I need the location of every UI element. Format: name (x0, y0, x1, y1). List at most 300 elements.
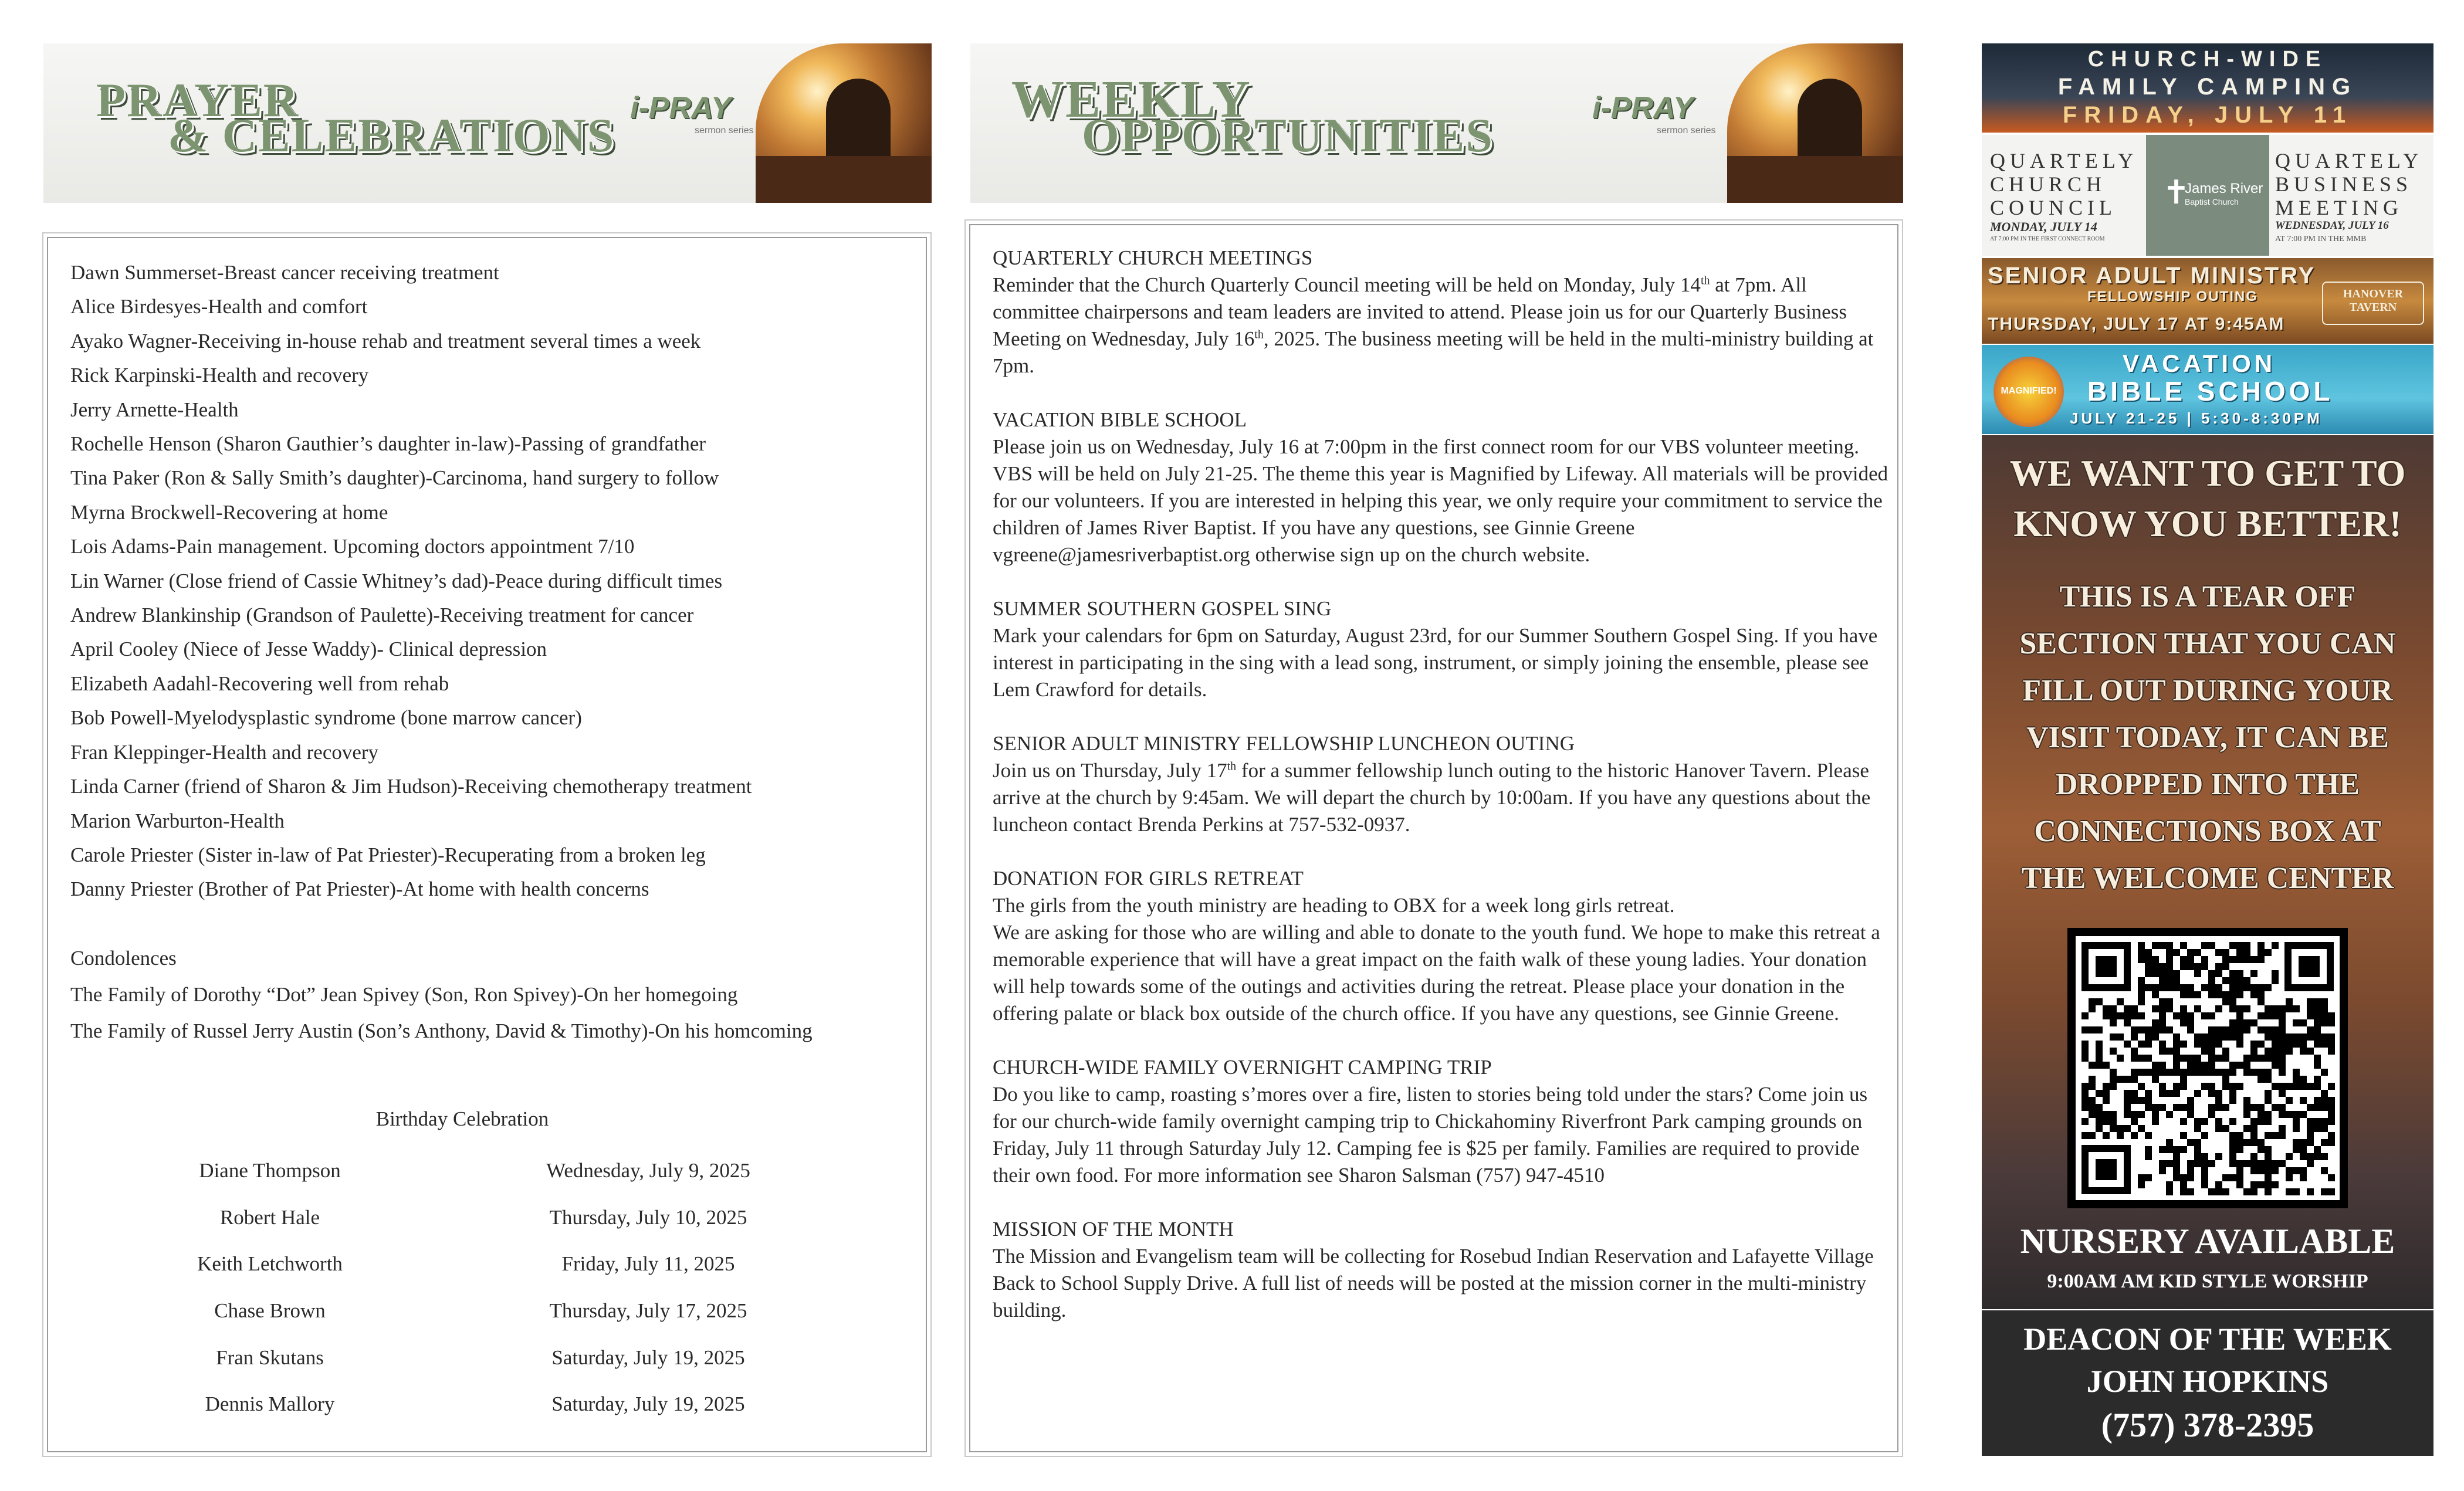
qr-module (2293, 1033, 2300, 1041)
qr-module (2208, 1012, 2215, 1019)
qr-module (2103, 1062, 2110, 1069)
qr-module (2131, 1012, 2138, 1019)
qr-module (2257, 1111, 2265, 1118)
qr-module (2265, 1132, 2272, 1139)
qr-module (2300, 1111, 2307, 1118)
qr-module (2159, 942, 2166, 949)
qr-module (2187, 1167, 2194, 1174)
qr-module (2229, 1174, 2236, 1181)
qr-module (2152, 970, 2159, 977)
tear-body-line: THE WELCOME CENTER (2021, 862, 2394, 895)
qr-module (2194, 1153, 2201, 1160)
qr-module (2236, 1181, 2243, 1188)
ipray-logo: i-PRAY (630, 91, 732, 125)
qr-module (2187, 1111, 2194, 1118)
qr-module (2328, 1033, 2335, 1041)
qr-module (2215, 963, 2222, 970)
qr-module (2166, 942, 2173, 949)
qr-module (2103, 1083, 2110, 1090)
qr-module (2328, 1041, 2335, 1048)
prayer-item: Rochelle Henson (Sharon Gauthier’s daughter in-law)-Passing of grandfather (70, 432, 706, 456)
quarterly-council-title: QUARTELY CHURCH COUNCIL (1990, 149, 2137, 219)
qr-module (2222, 956, 2229, 963)
qr-module (2194, 1062, 2201, 1069)
qr-module (2187, 1026, 2194, 1033)
qr-module (2201, 1167, 2208, 1174)
qr-module (2166, 1111, 2173, 1118)
superscript: th (1700, 274, 1710, 287)
qr-module (2314, 1083, 2321, 1090)
qr-module (2145, 949, 2152, 956)
qr-module (2152, 991, 2159, 998)
qr-module (2208, 1033, 2215, 1041)
qr-module (2187, 1012, 2194, 1019)
qr-module (2081, 1012, 2089, 1019)
qr-module (2173, 949, 2180, 956)
qr-module (2300, 1019, 2307, 1026)
qr-module (2229, 970, 2236, 977)
qr-module (2222, 1055, 2229, 1062)
qr-module (2180, 1019, 2187, 1026)
qr-module (2314, 1076, 2321, 1083)
qr-module (2138, 1041, 2145, 1048)
qr-module (2222, 998, 2229, 1005)
qr-module (2124, 1076, 2131, 1083)
qr-module (2229, 1146, 2236, 1153)
prayer-item: Lois Adams-Pain management. Upcoming doctors appointment 7/10 (70, 535, 635, 558)
qr-module (2138, 984, 2145, 991)
qr-module (2257, 949, 2265, 956)
qr-module (2138, 1012, 2145, 1019)
qr-module (2279, 1019, 2286, 1026)
qr-module (2081, 1048, 2089, 1055)
qr-module (2166, 1160, 2173, 1167)
qr-module (2145, 1055, 2152, 1062)
qr-module (2096, 1090, 2103, 1097)
qr-module (2138, 1097, 2145, 1104)
qr-module (2265, 1026, 2272, 1033)
qr-module (2131, 1026, 2138, 1033)
qr-module (2222, 1033, 2229, 1041)
qr-module (2110, 1048, 2117, 1055)
qr-module (2145, 984, 2152, 991)
qr-module (2257, 1041, 2265, 1048)
section-body: The Mission and Evangelism team will be collecting for Rosebud Indian Reservation and Lafayette Village Back to School Supply Drive. A full list of needs will be posted at the mission corner in the multi-ministry building. (993, 1245, 1874, 1321)
prayer-item: Tina Paker (Ron & Sally Smith’s daughter)-Carcinoma, hand surgery to follow (70, 466, 719, 490)
qr-module (2250, 1104, 2257, 1111)
qr-module (2286, 998, 2293, 1005)
qr-module (2180, 1055, 2187, 1062)
prayer-item: Andrew Blankinship (Grandson of Paulette)-Receiving treatment for cancer (70, 604, 694, 627)
qr-module (2110, 1076, 2117, 1083)
qr-module (2159, 1041, 2166, 1048)
qr-module (2110, 1012, 2117, 1019)
qr-module (2272, 1062, 2279, 1069)
qr-module (2215, 1118, 2222, 1125)
qr-module (2265, 1069, 2272, 1076)
business-meeting-title: QUARTELY BUSINESS MEETING (2275, 149, 2422, 219)
prayer-item: Dawn Summerset-Breast cancer receiving treatment (70, 261, 499, 284)
qr-module (2131, 1048, 2138, 1055)
qr-module (2124, 1005, 2131, 1012)
qr-module (2208, 1069, 2215, 1076)
qr-module (2215, 1033, 2222, 1041)
section-vbs (993, 406, 1890, 568)
weekly-banner (970, 43, 1903, 203)
prayer-item: Linda Carner (friend of Sharon & Jim Hudson)-Receiving chemotherapy treatment (70, 775, 752, 798)
qr-module (2124, 1090, 2131, 1097)
qr-module (2215, 1104, 2222, 1111)
qr-module (2089, 1076, 2096, 1083)
qr-module (2145, 1174, 2152, 1181)
qr-module (2236, 949, 2243, 956)
qr-module (2089, 1005, 2096, 1012)
deacon-name: JOHN HOPKINS (2086, 1364, 2329, 1399)
qr-module (2328, 1048, 2335, 1055)
qr-module (2236, 970, 2243, 977)
qr-module (2152, 1019, 2159, 1026)
qr-module (2089, 1111, 2096, 1118)
qr-module (2286, 1153, 2293, 1160)
section-body: The girls from the youth ministry are heading to OBX for a week long girls retreat. (993, 894, 1675, 917)
superscript: th (1227, 760, 1237, 773)
qr-module (2145, 963, 2152, 970)
quarterly-council-location: AT 7:00 PM IN THE FIRST CONNECT ROOM (1990, 236, 2105, 242)
section-girls-retreat (993, 865, 1890, 1027)
qr-module (2159, 1062, 2166, 1069)
qr-module (2257, 1160, 2265, 1167)
qr-module (2250, 1019, 2257, 1026)
qr-module (2265, 1153, 2272, 1160)
qr-module (2110, 1083, 2117, 1090)
qr-module (2328, 1019, 2335, 1026)
qr-code[interactable] (2067, 928, 2348, 1208)
qr-module (2300, 1048, 2307, 1055)
nursery-heading: NURSERY AVAILABLE (2020, 1222, 2395, 1260)
qr-module (2194, 1146, 2201, 1153)
qr-module (2138, 1174, 2145, 1181)
qr-module (2286, 1111, 2293, 1118)
qr-module (2307, 1139, 2314, 1146)
weekly-title-line2: OPPORTUNITIES (1082, 109, 1494, 162)
qr-module (2272, 1005, 2279, 1012)
qr-module (2279, 1062, 2286, 1069)
qr-module (2293, 1111, 2300, 1118)
qr-module (2103, 1097, 2110, 1104)
qr-module (2222, 1083, 2229, 1090)
qr-module (2321, 998, 2328, 1005)
qr-module (2222, 977, 2229, 984)
qr-module (2314, 998, 2321, 1005)
qr-module (2166, 1090, 2173, 1097)
qr-module (2166, 1048, 2173, 1055)
prayer-item: Rick Karpinski-Health and recovery (70, 364, 369, 387)
qr-module (2321, 1005, 2328, 1012)
qr-module (2166, 984, 2173, 991)
qr-module (2265, 1048, 2272, 1055)
qr-module (2229, 1160, 2236, 1167)
section-senior-outing (993, 730, 1890, 838)
qr-module (2314, 1055, 2321, 1062)
qr-module (2187, 1062, 2194, 1069)
qr-module (2293, 1146, 2300, 1153)
qr-module (2243, 949, 2250, 956)
qr-module (2173, 984, 2180, 991)
qr-module (2321, 1012, 2328, 1019)
qr-module (2236, 1132, 2243, 1139)
qr-module (2222, 1174, 2229, 1181)
qr-module (2272, 1160, 2279, 1167)
qr-module (2180, 1069, 2187, 1076)
qr-module (2201, 1041, 2208, 1048)
qr-module (2236, 1026, 2243, 1033)
qr-module (2187, 1160, 2194, 1167)
qr-module (2124, 1019, 2131, 1026)
qr-module (2229, 1139, 2236, 1146)
qr-module (2208, 977, 2215, 984)
qr-module (2328, 1111, 2335, 1118)
qr-module (2173, 1055, 2180, 1062)
qr-module (2250, 1055, 2257, 1062)
qr-module (2138, 1083, 2145, 1090)
qr-module (2250, 1069, 2257, 1076)
body-text: , 2025. The business meeting will be held in the multi-ministry building at 7pm. (993, 327, 1874, 377)
qr-module (2208, 1026, 2215, 1033)
rock-shape (1727, 156, 1903, 203)
qr-module (2314, 1104, 2321, 1111)
qr-module (2180, 1012, 2187, 1019)
qr-module (2314, 1153, 2321, 1160)
qr-module (2152, 1104, 2159, 1111)
qr-module (2208, 1090, 2215, 1097)
qr-module (2180, 984, 2187, 991)
qr-module (2279, 1048, 2286, 1055)
qr-module (2201, 1118, 2208, 1125)
qr-module (2145, 1069, 2152, 1076)
qr-module (2243, 1026, 2250, 1033)
qr-module (2321, 1153, 2328, 1160)
qr-module (2096, 1125, 2103, 1132)
qr-module (2201, 1069, 2208, 1076)
birthday-date: Thursday, July 10, 2025 (549, 1206, 747, 1229)
qr-module (2257, 984, 2265, 991)
qr-module (2152, 1118, 2159, 1125)
tear-heading-line1: WE WANT TO GET TO (2009, 452, 2406, 494)
qr-module (2286, 1167, 2293, 1174)
business-meeting-location: AT 7:00 PM IN THE MMB (2275, 235, 2367, 243)
qr-module (2293, 1069, 2300, 1076)
qr-module (2279, 1083, 2286, 1090)
qr-module (2201, 1083, 2208, 1090)
prayer-item: Jerry Arnette-Health (70, 398, 239, 421)
birthday-name: Chase Brown (214, 1299, 326, 1322)
quarterly-council-date: MONDAY, JULY 14 (1990, 219, 2097, 234)
qr-module (2096, 1055, 2103, 1062)
qr-module (2208, 984, 2215, 991)
prayer-item: Marion Warburton-Health (70, 809, 285, 832)
logo-name: James River (2185, 181, 2263, 196)
qr-module (2215, 1181, 2222, 1188)
qr-module (2257, 1139, 2265, 1146)
qr-module (2236, 1062, 2243, 1069)
qr-module (2250, 1153, 2257, 1160)
qr-module (2180, 1041, 2187, 1048)
vbs-line3: JULY 21-25 | 5:30-8:30PM (2070, 409, 2323, 427)
qr-module (2208, 1041, 2215, 1048)
qr-module (2293, 1019, 2300, 1026)
qr-module (2194, 949, 2201, 956)
qr-module (2131, 1132, 2138, 1139)
qr-module (2194, 1090, 2201, 1097)
qr-module (2243, 1069, 2250, 1076)
qr-module (2159, 970, 2166, 977)
qr-module (2208, 1062, 2215, 1069)
qr-module (2321, 1069, 2328, 1076)
qr-module (2138, 1111, 2145, 1118)
birthday-name: Robert Hale (219, 1206, 320, 1229)
qr-module (2236, 1174, 2243, 1181)
qr-finder-top-right (2284, 942, 2334, 991)
ipray-logo-subtitle: sermon series (1657, 126, 1716, 135)
qr-module (2250, 1167, 2257, 1174)
qr-module (2110, 1019, 2117, 1026)
qr-module (2145, 1090, 2152, 1097)
qr-module (2328, 1139, 2335, 1146)
qr-module (2131, 1069, 2138, 1076)
qr-module (2201, 956, 2208, 963)
qr-module (2208, 1111, 2215, 1118)
qr-module (2293, 1139, 2300, 1146)
qr-module (2131, 1090, 2138, 1097)
qr-module (2180, 991, 2187, 998)
body-text: Join us on Thursday, July 17 (993, 759, 1227, 782)
qr-module (2187, 1174, 2194, 1181)
qr-module (2138, 1026, 2145, 1033)
prayer-item: April Cooley (Niece of Jesse Waddy)- Clinical depression (70, 638, 547, 661)
qr-module (2166, 998, 2173, 1005)
qr-module (2243, 1019, 2250, 1026)
qr-module (2257, 991, 2265, 998)
qr-module (2243, 1111, 2250, 1118)
qr-module (2257, 956, 2265, 963)
vbs-ad (1982, 345, 2433, 434)
qr-module (2222, 1104, 2229, 1111)
qr-module (2328, 1097, 2335, 1104)
section-heading: DONATION FOR GIRLS RETREAT (993, 867, 1304, 890)
qr-module (2081, 1026, 2089, 1033)
qr-module (2089, 1097, 2096, 1104)
qr-module (2243, 1097, 2250, 1104)
qr-module (2272, 1012, 2279, 1019)
qr-module (2300, 1153, 2307, 1160)
qr-module (2215, 1069, 2222, 1076)
senior-line2: FELLOWSHIP OUTING (2087, 289, 2258, 304)
qr-module (2286, 1048, 2293, 1055)
qr-module (2201, 1132, 2208, 1139)
qr-module (2272, 1181, 2279, 1188)
section-mission-month (993, 1216, 1890, 1324)
section-body: Do you like to camp, roasting s’mores over a fire, listen to stories being told under the stars? Come join us for our church-wide family overnight camping trip to Chickahominy Riverfront Park camping grounds on Friday, July 11 through Saturday July 12. Camping fee is $25 per family. Families are required to provide their own food. For more information see Sharon Salsman (757) 947-4510 (993, 1083, 1868, 1187)
qr-module (2229, 1083, 2236, 1090)
qr-module (2145, 956, 2152, 963)
qr-module (2300, 1146, 2307, 1153)
camp-line1: CHURCH-WIDE (2087, 47, 2328, 72)
qr-module (2229, 1153, 2236, 1160)
qr-module (2300, 1097, 2307, 1104)
qr-module (2124, 1041, 2131, 1048)
qr-module (2328, 1174, 2335, 1181)
qr-module (2103, 1090, 2110, 1097)
qr-module (2166, 1139, 2173, 1146)
qr-module (2293, 1118, 2300, 1125)
qr-module (2131, 1055, 2138, 1062)
qr-module (2229, 1033, 2236, 1041)
qr-module (2243, 1125, 2250, 1132)
qr-module (2124, 1111, 2131, 1118)
qr-module (2272, 1033, 2279, 1041)
qr-module (2180, 1076, 2187, 1083)
qr-module (2279, 1041, 2286, 1048)
qr-module (2215, 1041, 2222, 1048)
qr-module (2243, 1160, 2250, 1167)
qr-module (2286, 1097, 2293, 1104)
qr-module (2081, 1118, 2089, 1125)
qr-module (2265, 1146, 2272, 1153)
qr-module (2187, 984, 2194, 991)
qr-module (2300, 1083, 2307, 1090)
vbs-line2: BIBLE SCHOOL (2087, 376, 2334, 406)
qr-module (2265, 1076, 2272, 1083)
qr-module (2293, 1076, 2300, 1083)
qr-module (2152, 1111, 2159, 1118)
qr-module (2194, 1041, 2201, 1048)
qr-module (2293, 1188, 2300, 1195)
qr-module (2166, 1005, 2173, 1012)
qr-module (2229, 956, 2236, 963)
qr-module (2328, 1188, 2335, 1195)
qr-module (2110, 1125, 2117, 1132)
qr-module (2307, 1125, 2314, 1132)
qr-module (2187, 991, 2194, 998)
qr-module (2229, 1019, 2236, 1026)
qr-module (2166, 1188, 2173, 1195)
qr-module (2272, 1048, 2279, 1055)
tear-off-section (1982, 435, 2433, 1309)
qr-module (2250, 1181, 2257, 1188)
qr-module (2201, 1033, 2208, 1041)
qr-module (2229, 977, 2236, 984)
qr-module (2215, 984, 2222, 991)
qr-module (2250, 1139, 2257, 1146)
vbs-line1: VACATION (2123, 350, 2276, 377)
qr-module (2222, 1125, 2229, 1132)
qr-module (2110, 1111, 2117, 1118)
qr-module (2279, 1005, 2286, 1012)
section-heading: VACATION BIBLE SCHOOL (993, 408, 1247, 431)
qr-module (2089, 1062, 2096, 1069)
qr-module (2229, 1097, 2236, 1104)
qr-module (2180, 1146, 2187, 1153)
hanover-tavern-logo (2322, 282, 2424, 325)
qr-module (2194, 1125, 2201, 1132)
qr-module (2159, 1069, 2166, 1076)
section-camping-trip (993, 1054, 1890, 1189)
qr-module (2201, 1160, 2208, 1167)
qr-module (2159, 977, 2166, 984)
qr-module (2328, 1132, 2335, 1139)
qr-module (2215, 1055, 2222, 1062)
qr-module (2250, 1160, 2257, 1167)
